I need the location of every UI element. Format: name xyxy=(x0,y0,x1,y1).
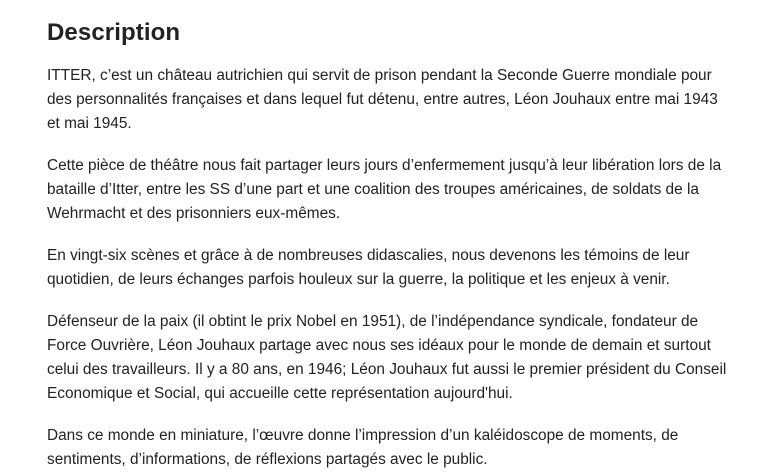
description-paragraph-1: ITTER, c’est un château autrichien qui servit de prison pendant la Seconde Guerre mondiale pour des personnalités françaises et dans lequel fut détenu, entre autres, Léon Jouhaux entre mai 1943 et mai 1945. xyxy=(47,67,718,132)
description-paragraph-4: Défenseur de la paix (il obtint le prix Nobel en 1951), de l’indépendance syndicale, fondateur de Force Ouvrière, Léon Jouhaux partage avec nous ses idéaux pour le monde de demain et surtout celui des travailleurs. Il y a 80 ans, en 1946; Léon Jouhaux fut aussi le premier président du Conseil Economique et Social, qui accueille cette représentation aujourd'hui. xyxy=(47,313,727,402)
description-paragraph-2: Cette pièce de théâtre nous fait partager leurs jours d’enfermement jusqu’à leur libération lors de la bataille d’Itter, entre les SS d’une part et une coalition des troupes américaines, de soldats de la Wehrmacht et des prisonniers eux-mêmes. xyxy=(47,157,722,222)
description-heading: Description xyxy=(47,19,181,46)
description-paragraph-5: Dans ce monde en miniature, l’œuvre donne l’impression d’un kaléidoscope de moments, de sentiments, d’informations, de réflexions partagés avec le public. xyxy=(47,427,679,468)
description-paragraph-3: En vingt-six scènes et grâce à de nombreuses didascalies, nous devenons les témoins de leur quotidien, de leurs échanges parfois houleux sur la guerre, la politique et les enjeux à venir. xyxy=(47,247,690,288)
